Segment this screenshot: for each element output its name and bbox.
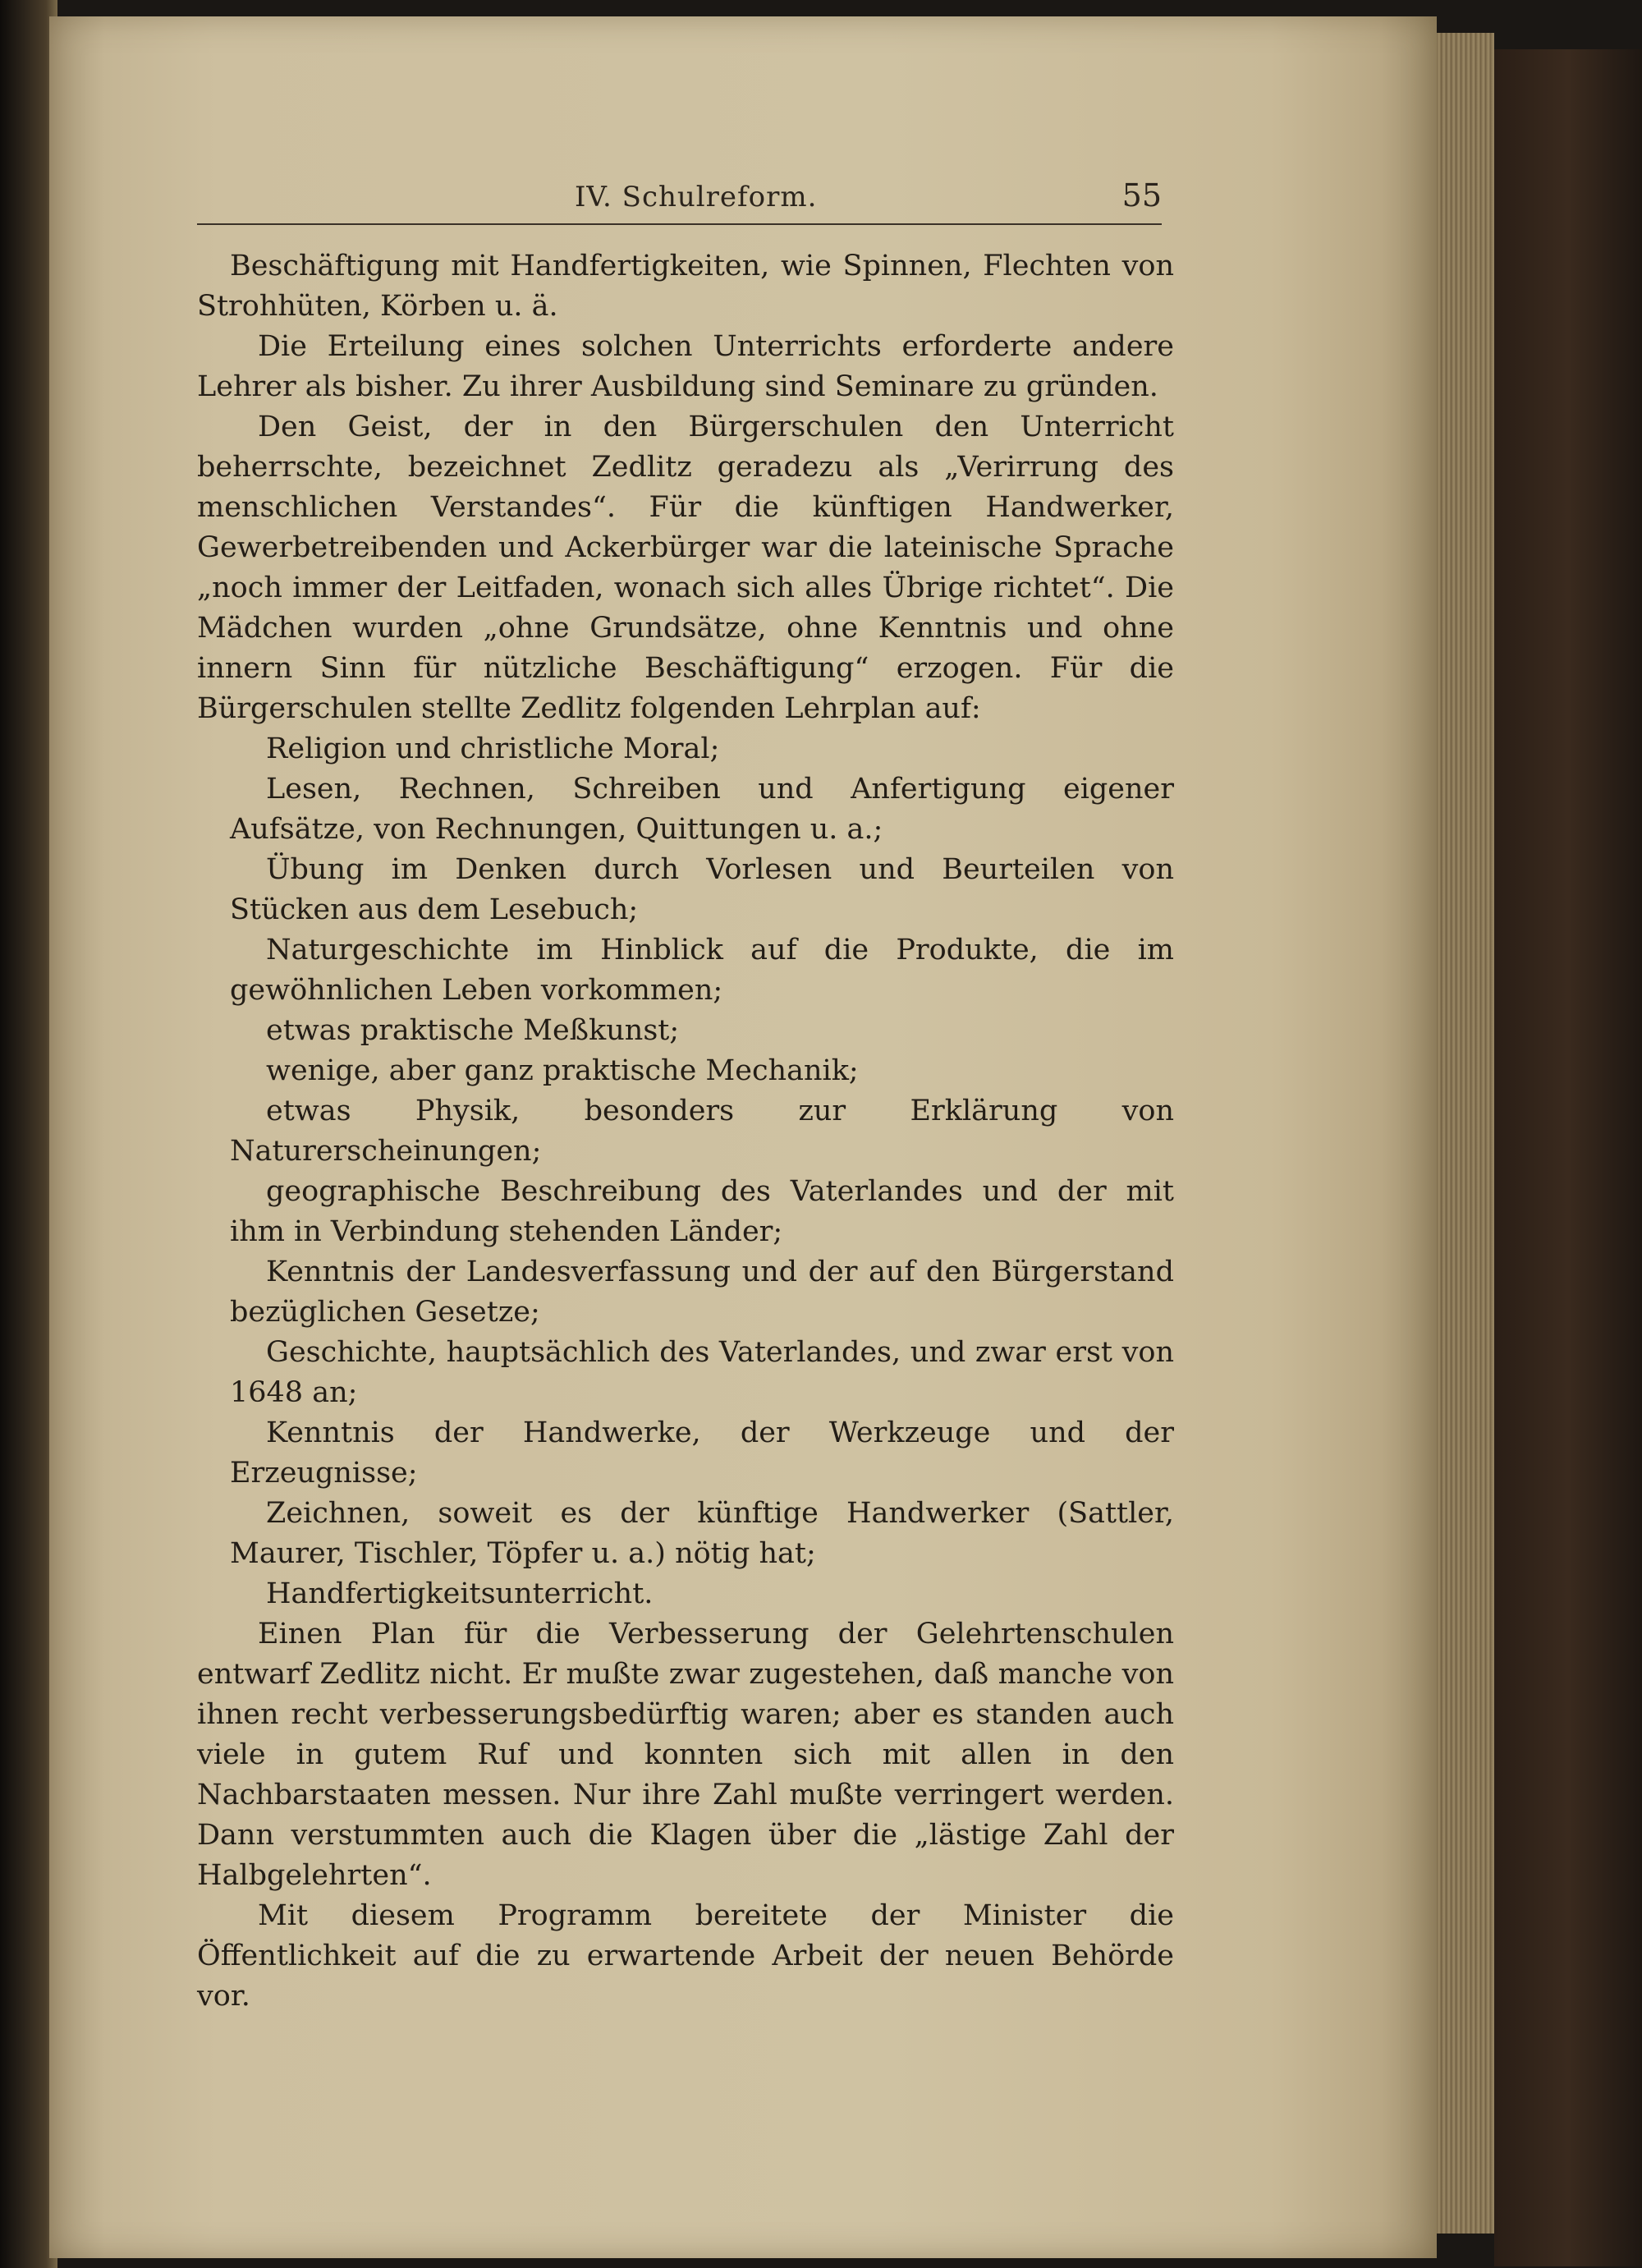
paragraph-1: Beschäftigung mit Handfertigkeiten, wie Spinnen, Flechten von Strohhüten, Körben u. ä. bbox=[197, 250, 1174, 323]
curriculum-item: etwas Physik, besonders zur Erklärung von Naturerscheinungen; bbox=[230, 1095, 1174, 1168]
curriculum-item: Kenntnis der Handwerke, der Werkzeuge und der Erzeugnisse; bbox=[230, 1416, 1174, 1490]
curriculum-item: Geschichte, hauptsächlich des Vaterlandes, und zwar erst von 1648 an; bbox=[230, 1336, 1174, 1409]
paragraph-3: Den Geist, der in den Bürgerschulen den Unterricht beherrschte, bezeichnet Zedlitz geradezu als „Verirrung des menschlichen Verstandes“. Für die künftigen Handwerker, Gewerbetreibenden und Ackerbürger war die lateinische Sprache „noch immer der Leitfaden, wonach sich alles Übrige richtet“. Die Mädchen wurden „ohne Grundsätze, ohne Kenntnis und ohne innern Sinn für nützliche Beschäftigung“ erzogen. Für die Bürgerschulen stellte Zedlitz folgenden Lehrplan auf: bbox=[197, 411, 1174, 725]
paragraph-5: Mit diesem Programm bereitete der Minister die Öffentlichkeit auf die zu erwartende Arbeit der neuen Behörde vor. bbox=[197, 1899, 1174, 2013]
running-title: IV. Schulreform. bbox=[575, 181, 818, 213]
page-number: 55 bbox=[1121, 177, 1162, 213]
page-body bbox=[197, 246, 1174, 2017]
curriculum-item: Zeichnen, soweit es der künftige Handwerker (Sattler, Maurer, Tischler, Töpfer u. a.) nötig hat; bbox=[230, 1497, 1174, 1570]
curriculum-item: Naturgeschichte im Hinblick auf die Produkte, die im gewöhnlichen Leben vorkommen; bbox=[230, 934, 1174, 1007]
curriculum-item: wenige, aber ganz praktische Mechanik; bbox=[266, 1054, 859, 1087]
curriculum-item: geographische Beschreibung des Vaterlandes und der mit ihm in Verbindung stehenden Länder; bbox=[230, 1175, 1174, 1248]
curriculum-list bbox=[197, 729, 1174, 1614]
curriculum-item: etwas praktische Meßkunst; bbox=[266, 1014, 680, 1047]
curriculum-item: Lesen, Rechnen, Schreiben und Anfertigung eigener Aufsätze, von Rechnungen, Quittungen u. a.; bbox=[230, 773, 1174, 846]
curriculum-item: Übung im Denken durch Vorlesen und Beurteilen von Stücken aus dem Lesebuch; bbox=[230, 853, 1174, 926]
book-cover-right bbox=[1494, 49, 1642, 2266]
curriculum-item: Kenntnis der Landesverfassung und der auf den Bürgerstand bezüglichen Gesetze; bbox=[230, 1256, 1174, 1329]
paragraph-4: Einen Plan für die Verbesserung der Gelehrtenschulen entwarf Zedlitz nicht. Er mußte zwar zugestehen, daß manche von ihnen recht verbesserungsbedürftig waren; aber es standen auch viele in gutem Ruf und konnten sich mit allen in den Nachbarstaaten messen. Nur ihre Zahl mußte verringert werden. Dann verstummten auch die Klagen über die „lästige Zahl der Halbgelehrten“. bbox=[197, 1618, 1174, 1892]
curriculum-item: Religion und christliche Moral; bbox=[266, 732, 720, 765]
paragraph-2: Die Erteilung eines solchen Unterrichts erforderte andere Lehrer als bisher. Zu ihrer Ausbildung sind Seminare zu gründen. bbox=[197, 330, 1174, 403]
page-edges bbox=[1437, 33, 1494, 2234]
page-header bbox=[197, 174, 1162, 225]
curriculum-item: Handfertigkeitsunterricht. bbox=[266, 1577, 654, 1610]
